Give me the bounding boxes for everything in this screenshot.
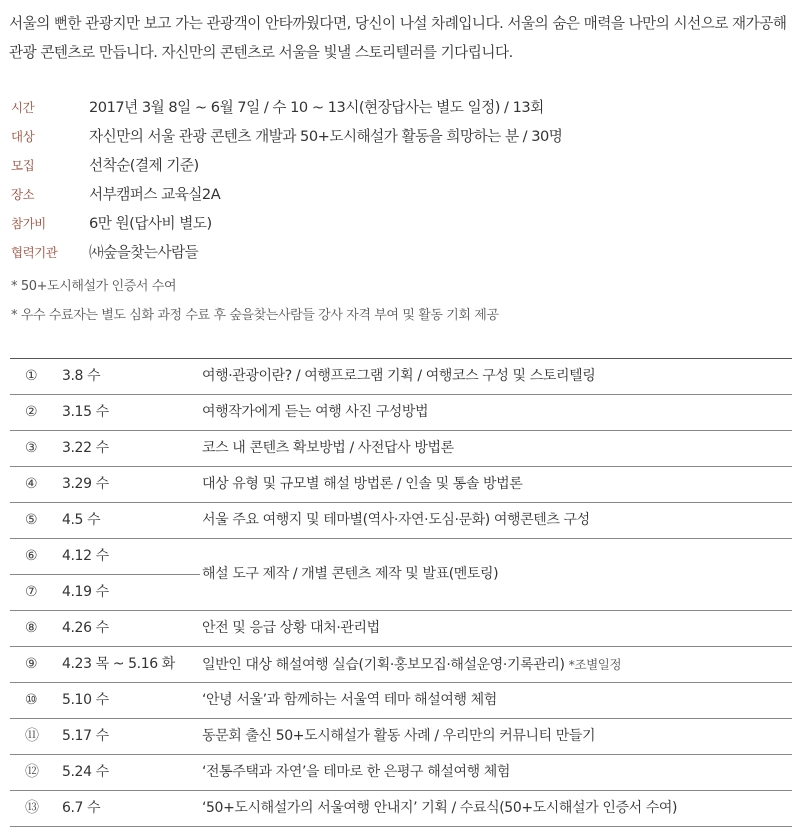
session-number: ⑫: [25, 764, 39, 780]
schedule-row: [10, 431, 792, 467]
info-value: 선착순(결제 기준): [89, 157, 199, 174]
session-number: ③: [25, 440, 38, 456]
session-topic: ‘안녕 서울’과 함께하는 서울역 테마 해설여행 체험: [202, 692, 497, 708]
session-date: 4.26 수: [62, 620, 109, 636]
schedule-row: [10, 683, 792, 719]
schedule-merged-row: [10, 539, 792, 611]
session-topic-note: *조별일정: [568, 657, 622, 672]
session-topic: 여행·관광이란? / 여행프로그램 기획 / 여행코스 구성 및 스토리텔링: [202, 368, 596, 384]
session-date: 4.12 수: [62, 548, 109, 564]
session-number: ⑤: [25, 512, 38, 528]
session-date: 3.22 수: [62, 440, 109, 456]
session-number: ②: [25, 404, 38, 420]
notes: [11, 272, 796, 330]
program-info: [11, 92, 796, 266]
info-label: 협력기관: [11, 244, 58, 260]
session-number: ⑪: [25, 728, 39, 744]
info-label: 대상: [11, 128, 35, 144]
schedule-row: [10, 719, 792, 755]
session-number: ④: [25, 476, 38, 492]
session-topic: 코스 내 콘텐츠 확보방법 / 사전답사 방법론: [202, 440, 454, 456]
session-topic: ‘50+도시해설가의 서울여행 안내지’ 기획 / 수료식(50+도시해설가 인증서 수여): [202, 800, 678, 816]
session-date: 5.24 수: [62, 764, 109, 780]
info-label: 참가비: [11, 215, 46, 231]
schedule-row: [10, 611, 792, 647]
schedule-row: [10, 395, 792, 431]
schedule-row: [10, 647, 792, 683]
session-date: 4.5 수: [62, 512, 101, 528]
schedule-row: [10, 503, 792, 539]
session-date: 3.8 수: [62, 368, 101, 384]
info-value: 서부캠퍼스 교육실2A: [89, 186, 221, 203]
info-row-partner: [11, 237, 796, 266]
session-date: 4.23 목 ~ 5.16 화: [62, 656, 175, 672]
info-value: ㈔숲을찾는사람들: [89, 244, 199, 261]
info-row-fee: [11, 208, 796, 237]
schedule-row: [10, 755, 792, 791]
session-number: ⑬: [25, 800, 39, 816]
session-date: 5.10 수: [62, 692, 109, 708]
session-number: ⑥: [25, 548, 38, 564]
session-topic-text: 일반인 대상 해설여행 실습(기획·홍보모집·해설운영·기록관리): [202, 657, 565, 673]
note-certificate: * 50+도시해설가 인증서 수여: [11, 279, 177, 294]
session-topic: ‘전통주택과 자연’을 테마로 한 은평구 해설여행 체험: [202, 764, 511, 780]
info-value: 2017년 3월 8일 ~ 6월 7일 / 수 10 ~ 13시(현장답사는 별도 일정) / 13회: [89, 99, 544, 116]
session-topic: 해설 도구 제작 / 개별 콘텐츠 제작 및 발표(멘토링): [202, 566, 499, 582]
info-value: 자신만의 서울 관광 콘텐츠 개발과 50+도시해설가 활동을 희망하는 분 / 30명: [89, 128, 563, 145]
info-row-place: [11, 179, 796, 208]
info-row-recruit: [11, 150, 796, 179]
schedule-row: [10, 359, 792, 395]
intro-paragraph: 서울의 뻔한 관광지만 보고 가는 관광객이 안타까웠다면, 당신이 나설 차례입니다. 서울의 숨은 매력을 나만의 시선으로 재가공해 관광 콘텐츠로 만듭니다. 자신만의 콘텐츠로 서울을 빛낼 스토리텔러를 기다립니다.: [9, 15, 787, 61]
info-label: 장소: [11, 186, 35, 202]
session-date: 3.15 수: [62, 404, 109, 420]
session-topic: 안전 및 응급 상황 대처·관리법: [202, 620, 380, 636]
session-number: ⑨: [25, 656, 38, 672]
note-advanced-course: * 우수 수료자는 별도 심화 과정 수료 후 숲을찾는사람들 강사 자격 부여 및 활동 기회 제공: [11, 308, 499, 323]
info-label: 모집: [11, 157, 35, 173]
info-value: 6만 원(답사비 별도): [89, 215, 212, 232]
session-topic: 동문회 출신 50+도시해설가 활동 사례 / 우리만의 커뮤니티 만들기: [202, 728, 596, 744]
session-number: ⑩: [25, 692, 38, 708]
session-number: ①: [25, 368, 38, 384]
session-topic: 서울 주요 여행지 및 테마별(역사·자연·도심·문화) 여행콘텐츠 구성: [202, 512, 590, 528]
schedule-row: [10, 467, 792, 503]
schedule-table: [10, 358, 792, 827]
session-date: 6.7 수: [62, 800, 101, 816]
info-row-time: [11, 92, 796, 121]
session-date: 3.29 수: [62, 476, 109, 492]
session-date: 4.19 수: [62, 584, 109, 600]
session-number: ⑧: [25, 620, 38, 636]
schedule-row: [10, 791, 792, 827]
session-number: ⑦: [25, 584, 38, 600]
session-topic: [202, 647, 621, 682]
info-label: 시간: [11, 99, 35, 115]
session-topic: 여행작가에게 듣는 여행 사진 구성방법: [202, 404, 429, 420]
session-topic: 대상 유형 및 규모별 해설 방법론 / 인솔 및 통솔 방법론: [202, 476, 523, 492]
info-row-target: [11, 121, 796, 150]
session-date: 5.17 수: [62, 728, 109, 744]
